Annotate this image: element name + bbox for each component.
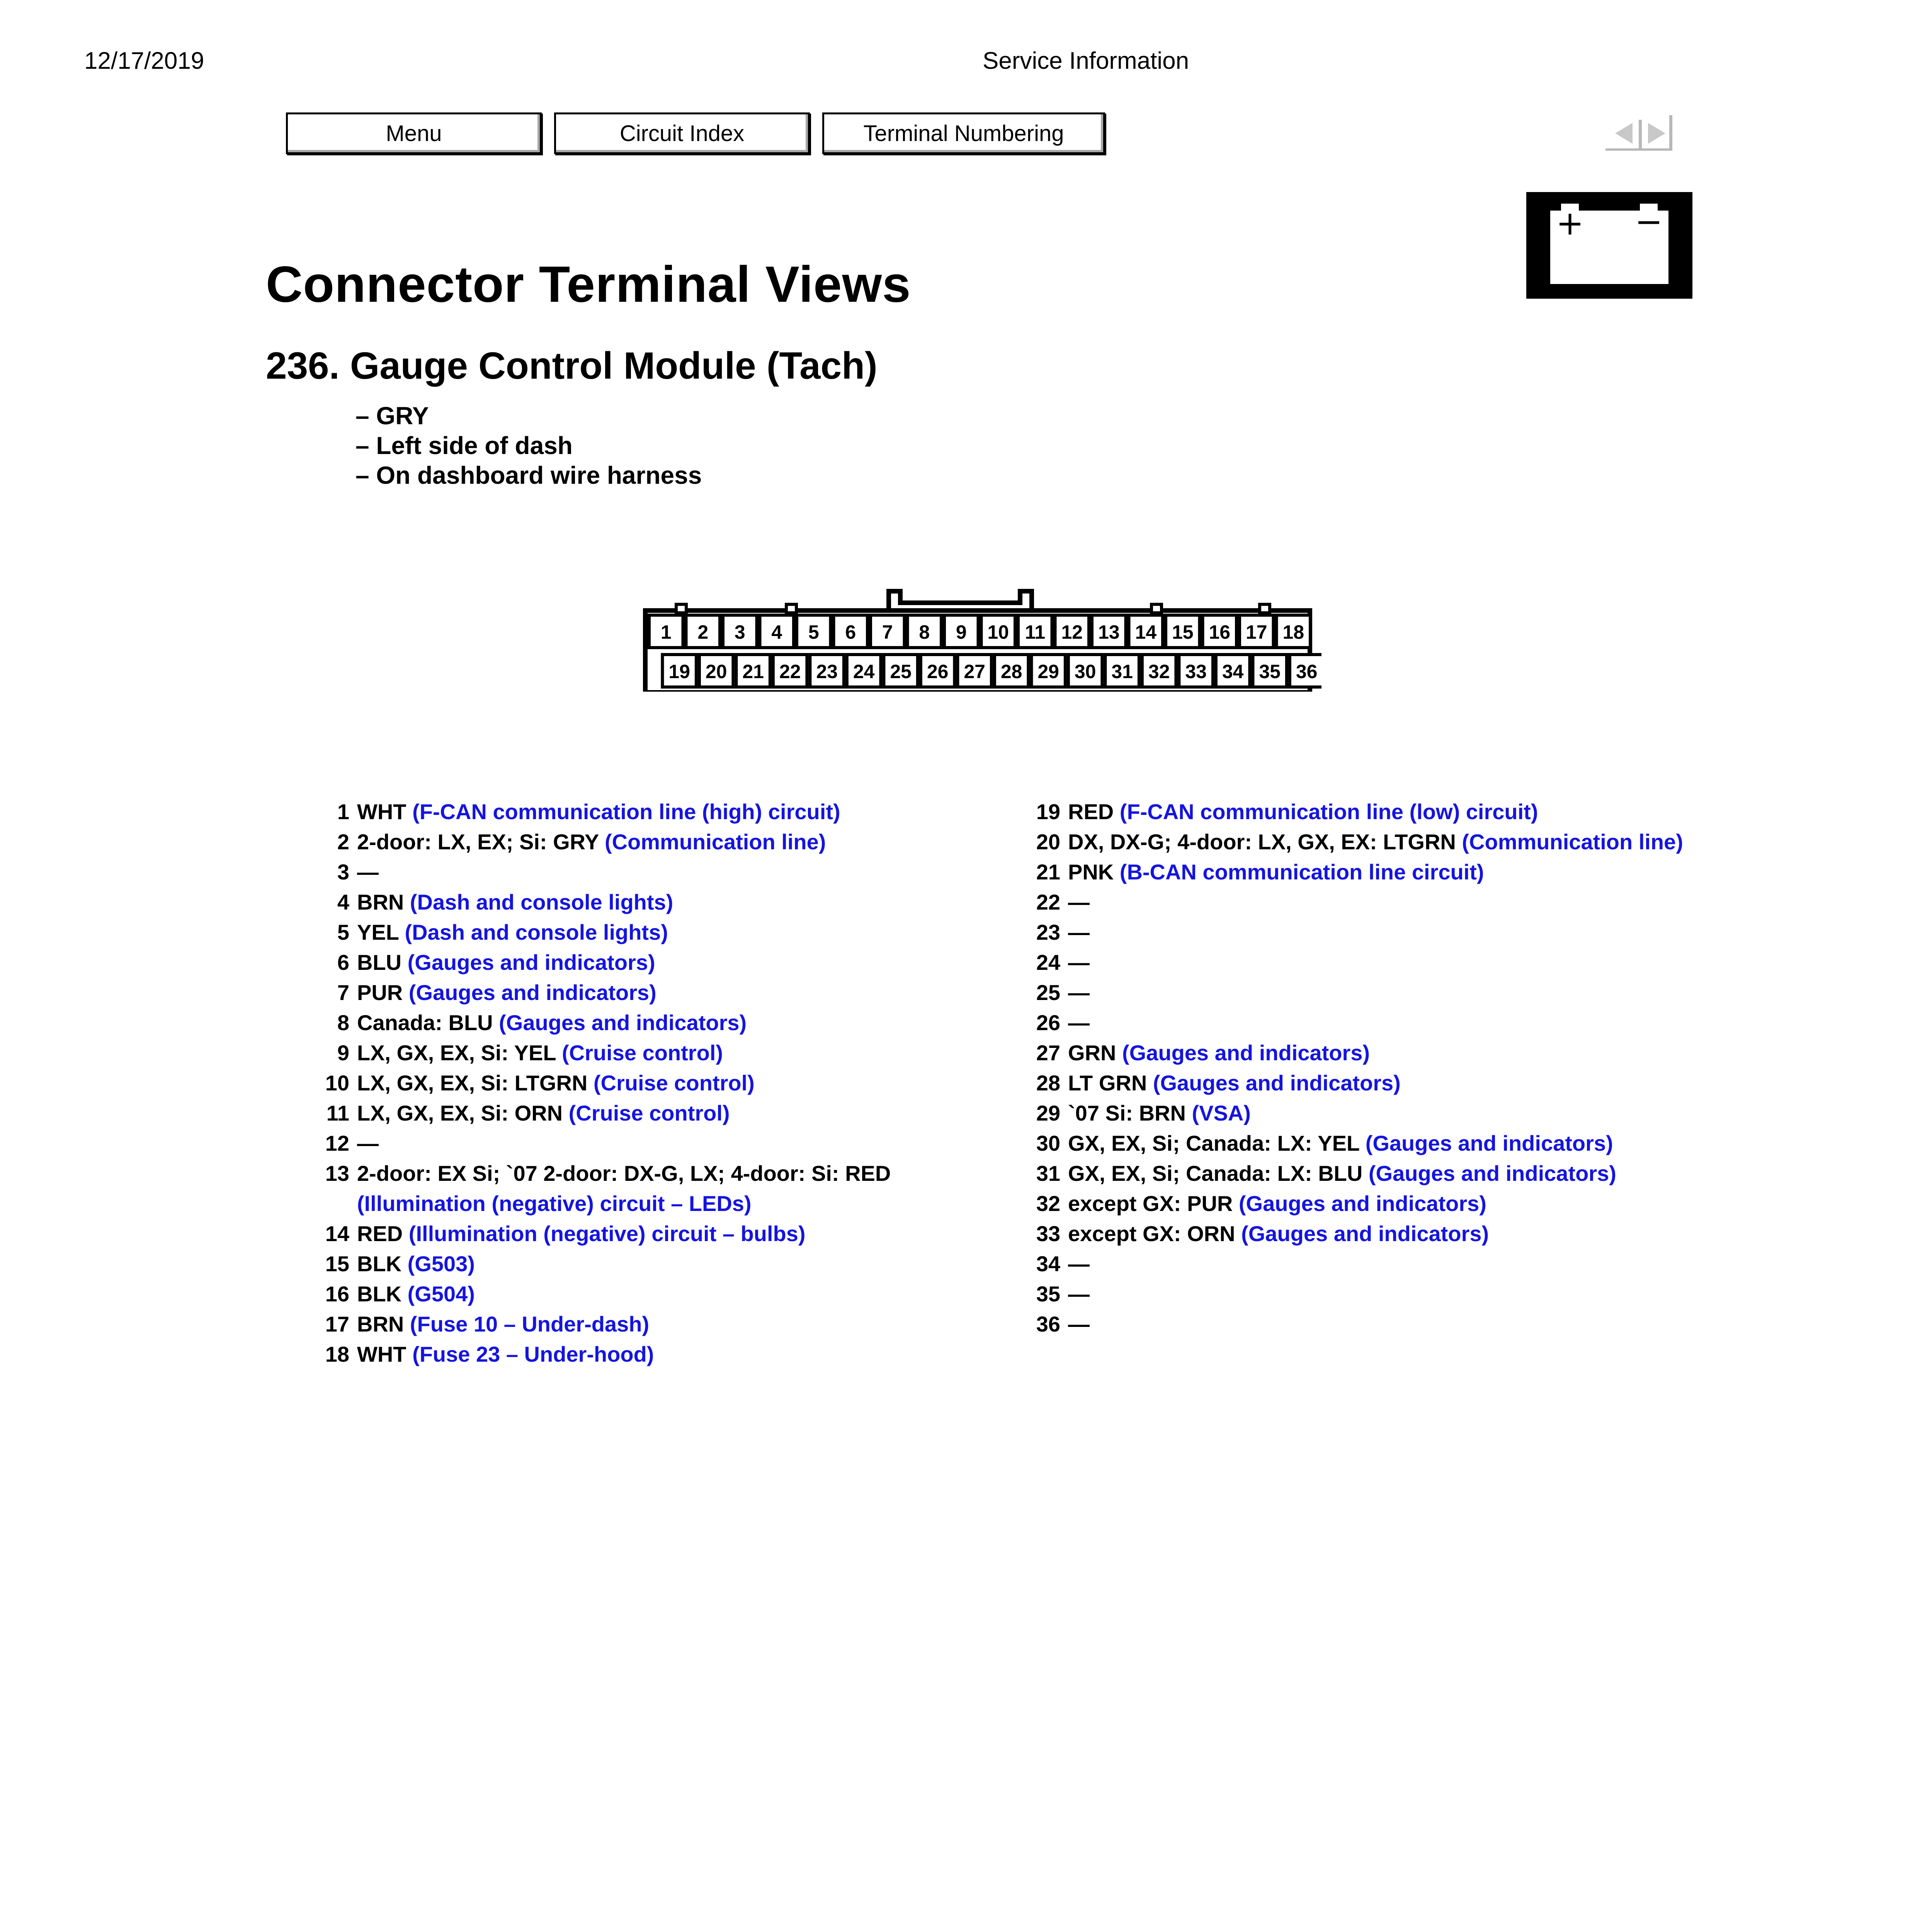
circuit-index-button[interactable]: Circuit Index bbox=[554, 112, 810, 154]
pin-number: 3 bbox=[337, 860, 349, 884]
wire-spec: WHT bbox=[357, 1342, 406, 1366]
pin-row bbox=[309, 1158, 997, 1219]
pin-row bbox=[1020, 1279, 1754, 1309]
terminal-number: 25 bbox=[890, 661, 912, 682]
terminal-number: 12 bbox=[1061, 621, 1083, 643]
pin-row bbox=[1020, 1189, 1754, 1219]
wire-spec: LT GRN bbox=[1068, 1071, 1147, 1095]
pin-number: 1 bbox=[337, 799, 349, 824]
wire-spec: — bbox=[1068, 1252, 1090, 1276]
wire-spec: BRN bbox=[357, 1312, 404, 1336]
circuit-link[interactable]: (Gauges and indicators) bbox=[1365, 1131, 1613, 1155]
terminal-number: 17 bbox=[1245, 621, 1267, 643]
pin-number: 23 bbox=[1036, 920, 1060, 944]
pin-row bbox=[309, 947, 997, 978]
pin-number: 12 bbox=[325, 1131, 349, 1155]
terminal-number: 36 bbox=[1296, 661, 1318, 682]
pin-number: 7 bbox=[337, 980, 349, 1005]
pin-row bbox=[309, 1279, 997, 1309]
circuit-link[interactable]: (F-CAN communication line (high) circuit) bbox=[412, 799, 840, 824]
wire-spec: — bbox=[1068, 1010, 1090, 1035]
wire-spec: YEL bbox=[357, 920, 399, 944]
pin-row bbox=[309, 797, 997, 827]
circuit-link[interactable]: (Gauges and indicators) bbox=[1241, 1221, 1489, 1246]
terminal-number: 23 bbox=[816, 661, 838, 682]
terminal-number: 19 bbox=[668, 661, 690, 682]
wire-spec: except GX: PUR bbox=[1068, 1191, 1233, 1216]
pin-row bbox=[1020, 1128, 1754, 1158]
pin-number: 20 bbox=[1036, 830, 1060, 854]
wire-spec: RED bbox=[1068, 799, 1114, 824]
circuit-link[interactable]: (Gauges and indicators) bbox=[407, 950, 655, 975]
terminal-number: 15 bbox=[1172, 621, 1194, 643]
terminal-number: 9 bbox=[956, 621, 967, 643]
terminal-number: 14 bbox=[1135, 621, 1157, 643]
wire-spec: WHT bbox=[357, 799, 406, 824]
pin-number: 25 bbox=[1036, 980, 1060, 1005]
pin-number: 21 bbox=[1036, 860, 1060, 884]
pin-row bbox=[309, 1128, 997, 1158]
terminal-number: 1 bbox=[660, 621, 672, 643]
pin-row bbox=[1020, 978, 1754, 1008]
battery-icon bbox=[1526, 192, 1692, 299]
pin-row bbox=[309, 1249, 997, 1279]
pin-row bbox=[1020, 1249, 1754, 1279]
pin-row bbox=[309, 1098, 997, 1128]
terminal-number: 13 bbox=[1098, 621, 1120, 643]
terminal-number: 32 bbox=[1148, 661, 1170, 682]
wire-spec: BLK bbox=[357, 1252, 402, 1276]
pin-row bbox=[1020, 1098, 1754, 1128]
pin-number: 19 bbox=[1036, 799, 1060, 824]
wire-spec: 2-door: LX, EX; Si: GRY bbox=[357, 830, 599, 854]
circuit-link[interactable]: (F-CAN communication line (low) circuit) bbox=[1119, 799, 1538, 824]
pin-row bbox=[1020, 1038, 1754, 1068]
pin-row bbox=[1020, 857, 1754, 887]
circuit-link[interactable]: (Fuse 23 – Under-hood) bbox=[412, 1342, 654, 1366]
circuit-link[interactable]: (Gauges and indicators) bbox=[1368, 1161, 1616, 1185]
connector-harness: – On dashboard wire harness bbox=[355, 461, 702, 489]
terminal-number: 8 bbox=[919, 621, 930, 643]
wire-spec: 2-door: EX Si; `07 2-door: DX-G, LX; 4-door: Si: RED bbox=[357, 1161, 891, 1185]
pin-row bbox=[309, 887, 997, 917]
terminal-number: 34 bbox=[1222, 661, 1244, 682]
wire-spec: BRN bbox=[357, 890, 404, 914]
circuit-link[interactable]: (Illumination (negative) circuit – LEDs) bbox=[357, 1191, 752, 1216]
wire-spec: GX, EX, Si; Canada: LX: BLU bbox=[1068, 1161, 1363, 1185]
terminal-number: 3 bbox=[734, 621, 745, 643]
pin-number: 15 bbox=[325, 1252, 349, 1276]
wire-spec: — bbox=[1068, 1312, 1090, 1336]
pin-row bbox=[309, 1038, 997, 1068]
pin-row bbox=[1020, 1158, 1754, 1189]
terminal-number: 20 bbox=[705, 661, 727, 682]
pin-number: 30 bbox=[1036, 1131, 1060, 1155]
connector-key bbox=[786, 604, 796, 613]
circuit-link[interactable]: (Cruise control) bbox=[568, 1101, 730, 1125]
pin-row bbox=[1020, 887, 1754, 917]
circuit-link[interactable]: (Dash and console lights) bbox=[410, 890, 673, 914]
circuit-link[interactable]: (Gauges and indicators) bbox=[1238, 1191, 1486, 1216]
circuit-link[interactable]: (Gauges and indicators) bbox=[1153, 1071, 1401, 1095]
terminal-number: 2 bbox=[697, 621, 709, 643]
terminal-number: 5 bbox=[808, 621, 819, 643]
terminal-number: 27 bbox=[964, 661, 985, 682]
wire-spec: PUR bbox=[357, 980, 403, 1005]
terminal-number: 29 bbox=[1037, 661, 1059, 682]
wire-spec: GX, EX, Si; Canada: LX: YEL bbox=[1068, 1131, 1360, 1155]
connector-latch bbox=[889, 591, 1032, 611]
circuit-link[interactable]: (Cruise control) bbox=[562, 1041, 723, 1065]
circuit-link[interactable]: (Fuse 10 – Under-dash) bbox=[410, 1312, 650, 1336]
circuit-link[interactable]: (Gauges and indicators) bbox=[499, 1010, 747, 1035]
pin-row bbox=[309, 827, 997, 857]
wire-spec: BLK bbox=[357, 1282, 402, 1306]
terminal-number: 7 bbox=[882, 621, 893, 643]
pin-row bbox=[309, 978, 997, 1008]
wire-spec: DX, DX-G; 4-door: LX, GX, EX: LTGRN bbox=[1068, 830, 1456, 854]
pin-number: 27 bbox=[1036, 1041, 1060, 1065]
wire-spec: — bbox=[1068, 920, 1090, 944]
terminal-number: 21 bbox=[742, 661, 764, 682]
pin-row bbox=[309, 1008, 997, 1038]
pin-number: 10 bbox=[325, 1071, 349, 1095]
wire-spec: — bbox=[1068, 890, 1090, 914]
pin-list-left bbox=[309, 797, 997, 1369]
pin-row bbox=[309, 1219, 997, 1249]
terminal-number: 28 bbox=[1000, 661, 1022, 682]
pin-number: 34 bbox=[1036, 1252, 1060, 1276]
connector-key bbox=[1151, 604, 1162, 613]
pin-number: 4 bbox=[337, 890, 349, 914]
pin-number: 9 bbox=[337, 1041, 349, 1065]
pin-number: 29 bbox=[1036, 1101, 1060, 1125]
wire-spec: except GX: ORN bbox=[1068, 1221, 1235, 1246]
wire-spec: LX, GX, EX, Si: LTGRN bbox=[357, 1071, 588, 1095]
circuit-link[interactable]: (Dash and console lights) bbox=[405, 920, 668, 944]
terminal-number: 24 bbox=[853, 661, 875, 682]
circuit-link[interactable]: (Illumination (negative) circuit – bulbs) bbox=[408, 1221, 806, 1246]
prev-next-arrows-icon[interactable] bbox=[1605, 111, 1675, 155]
pin-number: 32 bbox=[1036, 1191, 1060, 1216]
wire-spec: PNK bbox=[1068, 860, 1114, 884]
pin-row bbox=[309, 1339, 997, 1369]
connector-details bbox=[355, 401, 702, 490]
pin-number: 13 bbox=[325, 1161, 349, 1185]
wire-spec: — bbox=[357, 860, 379, 884]
pin-number: 5 bbox=[337, 920, 349, 944]
connector-diagram bbox=[634, 580, 1321, 692]
terminal-numbering-button[interactable]: Terminal Numbering bbox=[822, 112, 1105, 154]
wire-spec: BLU bbox=[357, 950, 402, 975]
pin-row bbox=[1020, 797, 1754, 827]
circuit-link[interactable]: (VSA) bbox=[1192, 1101, 1251, 1125]
wire-spec: — bbox=[1068, 950, 1090, 975]
pin-number: 36 bbox=[1036, 1312, 1060, 1336]
terminal-number: 35 bbox=[1259, 661, 1281, 682]
pin-row bbox=[309, 1068, 997, 1098]
pin-row bbox=[309, 917, 997, 947]
terminal-number: 33 bbox=[1185, 661, 1207, 682]
menu-button[interactable]: Menu bbox=[286, 112, 542, 154]
terminal-number: 26 bbox=[927, 661, 949, 682]
print-date: 12/17/2019 bbox=[84, 48, 204, 74]
circuit-link[interactable]: (G503) bbox=[407, 1252, 475, 1276]
print-title: Service Information bbox=[983, 48, 1189, 74]
terminal-number: 22 bbox=[779, 661, 801, 682]
pin-row bbox=[1020, 1219, 1754, 1249]
terminal-number: 11 bbox=[1025, 621, 1046, 643]
wire-spec: LX, GX, EX, Si: YEL bbox=[357, 1041, 556, 1065]
pin-list-right bbox=[1020, 797, 1754, 1339]
wire-spec: LX, GX, EX, Si: ORN bbox=[357, 1101, 563, 1125]
connector-color: – GRY bbox=[355, 402, 429, 430]
wire-spec: — bbox=[1068, 1282, 1090, 1306]
pin-number: 16 bbox=[325, 1282, 349, 1306]
pin-row bbox=[1020, 1068, 1754, 1098]
wire-spec: GRN bbox=[1068, 1041, 1116, 1065]
pin-row bbox=[309, 1309, 997, 1339]
terminal-number: 31 bbox=[1111, 661, 1133, 682]
page-title: Connector Terminal Views bbox=[266, 256, 911, 313]
circuit-link[interactable]: (Gauges and indicators) bbox=[1122, 1041, 1370, 1065]
pin-row bbox=[1020, 1309, 1754, 1339]
pin-number: 26 bbox=[1036, 1010, 1060, 1035]
pin-number: 35 bbox=[1036, 1282, 1060, 1306]
pin-number: 14 bbox=[325, 1221, 349, 1246]
wire-spec: Canada: BLU bbox=[357, 1010, 493, 1035]
svg-text:+: + bbox=[1556, 204, 1584, 243]
pin-number: 11 bbox=[326, 1101, 349, 1125]
pin-number: 17 bbox=[325, 1312, 349, 1336]
terminal-number: 16 bbox=[1209, 621, 1231, 643]
circuit-link[interactable]: (Communication line) bbox=[1462, 830, 1683, 854]
pin-number: 8 bbox=[337, 1010, 349, 1035]
pin-row bbox=[1020, 827, 1754, 857]
connector-key bbox=[1260, 604, 1270, 613]
terminal-number: 30 bbox=[1074, 661, 1096, 682]
wire-spec: RED bbox=[357, 1221, 403, 1246]
pin-row bbox=[1020, 917, 1754, 947]
terminal-number: 4 bbox=[771, 621, 782, 643]
connector-key bbox=[676, 604, 686, 613]
connector-title: 236. Gauge Control Module (Tach) bbox=[266, 344, 878, 387]
connector-location: – Left side of dash bbox=[355, 432, 573, 459]
pin-row bbox=[309, 857, 997, 887]
circuit-link[interactable]: (Cruise control) bbox=[593, 1071, 755, 1095]
pin-number: 22 bbox=[1036, 890, 1060, 914]
circuit-link[interactable]: (Gauges and indicators) bbox=[408, 980, 656, 1005]
pin-number: 24 bbox=[1036, 950, 1060, 975]
wire-spec: `07 Si: BRN bbox=[1068, 1101, 1186, 1125]
terminal-number: 18 bbox=[1282, 621, 1304, 643]
terminal-number: 6 bbox=[845, 621, 856, 643]
circuit-link[interactable]: (B-CAN communication line circuit) bbox=[1119, 860, 1484, 884]
terminal-number: 10 bbox=[987, 621, 1009, 643]
circuit-link[interactable]: (G504) bbox=[407, 1282, 475, 1306]
top-nav-bar bbox=[286, 112, 1105, 156]
pin-number: 18 bbox=[325, 1342, 349, 1366]
svg-text:−: − bbox=[1634, 202, 1663, 241]
pin-number: 31 bbox=[1036, 1161, 1060, 1185]
pin-number: 33 bbox=[1036, 1221, 1060, 1246]
wire-spec: — bbox=[357, 1131, 379, 1155]
pin-row bbox=[1020, 947, 1754, 978]
pin-number: 6 bbox=[337, 950, 349, 975]
wire-spec: — bbox=[1068, 980, 1090, 1005]
pin-number: 2 bbox=[337, 830, 349, 854]
pin-number: 28 bbox=[1036, 1071, 1060, 1095]
pin-row bbox=[1020, 1008, 1754, 1038]
circuit-link[interactable]: (Communication line) bbox=[604, 830, 826, 854]
